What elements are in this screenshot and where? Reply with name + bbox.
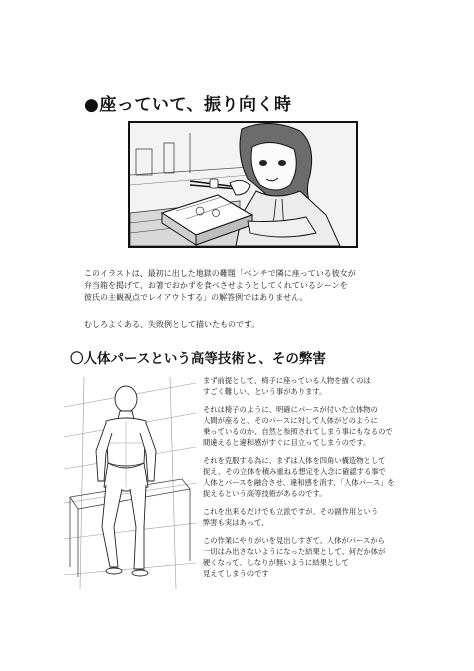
paragraph-stiff-body: この作業にやりがいを見出しすぎて、人体がパースから 一切はみ出さないようになった結果として、何だか体が 硬くなって、しなりが無いように結果として 見えてしまうのです (203, 536, 386, 578)
intro-paragraph: このイラストは、最初に出した地獄の難題「ベンチで隣に座っている彼女が 弁当箱を掲げて、お箸でおかずを食べさせようとしてくれているシーンを 彼氏の主観視点でレイアウトする」の解答例ではありません。 (84, 269, 356, 302)
section-heading-sitting-turning: ●座っていて、振り向く時 (84, 95, 292, 115)
illustration-panel-girl-offering-bento (128, 121, 358, 248)
paragraph-chair-perspective: それは椅子のように、明確にパースが付いた立体物の 人間が座ると、そのパースに対して人体がどのように 乗っているのか、自然と参照されてしまう事にもなるので 間違えると違和感がすぐに目立ってしまうのです。 (203, 405, 393, 447)
paragraph-premise: まず前提として、椅子に座っている人物を描くのは すごく難しい、という事があります。 (203, 376, 371, 396)
failure-example-note: むしろよくある、失敗例として描いたものです。 (84, 320, 260, 329)
seated-figure-perspective-sketch (64, 377, 196, 589)
paragraph-side-effect: これを出来るだけでも立派ですが、その副作用という 弊害も実はあって、 (203, 507, 379, 527)
perspective-figure-drawing (64, 377, 196, 589)
section-heading-body-perspective: 〇人体パースという高等技術と、その弊害 (70, 351, 326, 367)
body-perspective-text-column (203, 375, 418, 586)
girl-bento-illustration (130, 123, 356, 246)
paragraph-technique: それを克服する為に、まずは人体を四角い構造物として 捉え、その立体を積み重ねる想定を入念に確認する事で 人体とパースを融合させ、違和感を消す、「人体パース」を 捉えるという高等技術があるのです。 (203, 456, 395, 498)
